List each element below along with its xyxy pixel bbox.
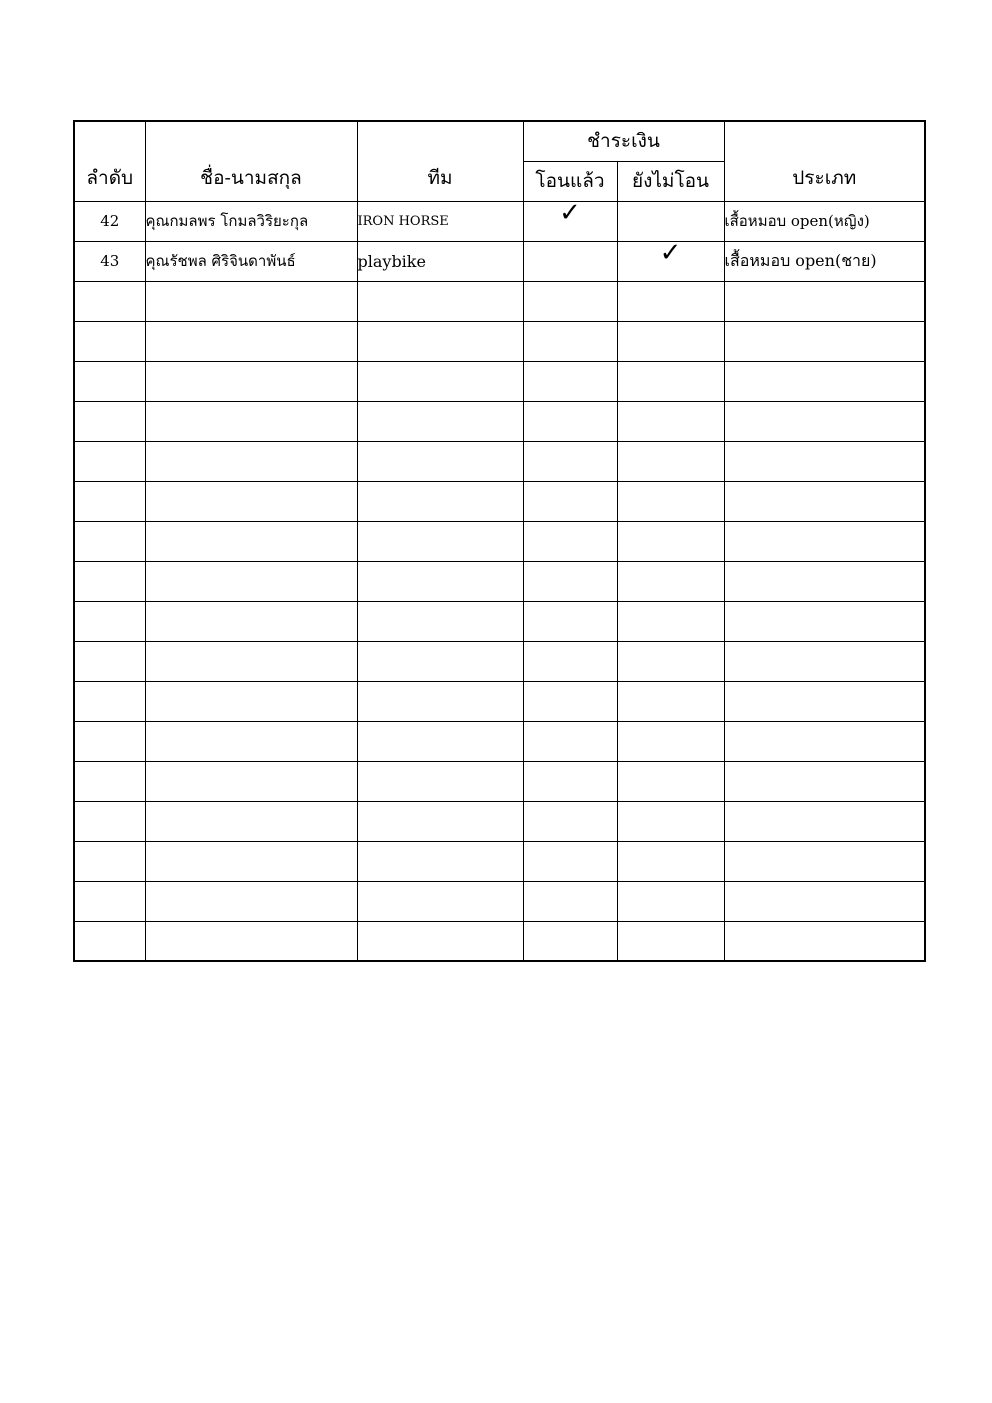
- row-category: [724, 721, 925, 761]
- empty-table-row: [74, 801, 925, 841]
- row-name: [145, 801, 357, 841]
- header-name: ชื่อ-นามสกุล: [145, 121, 357, 201]
- row-paid-check: [523, 921, 617, 961]
- empty-table-row: [74, 921, 925, 961]
- registration-table: [73, 120, 926, 962]
- row-category: [724, 401, 925, 441]
- row-name: [145, 401, 357, 441]
- row-team: [357, 361, 523, 401]
- row-category: [724, 601, 925, 641]
- header-unpaid: ยังไม่โอน: [617, 161, 724, 201]
- row-team: [357, 601, 523, 641]
- header-paid: โอนแล้ว: [523, 161, 617, 201]
- row-name: [145, 601, 357, 641]
- checkmark-icon: ✓: [659, 238, 682, 268]
- empty-table-row: [74, 841, 925, 881]
- row-order: [74, 601, 145, 641]
- row-unpaid-check: [617, 521, 724, 561]
- row-category: [724, 681, 925, 721]
- row-paid-check: [523, 198, 617, 241]
- header-payment: ชำระเงิน: [523, 121, 724, 161]
- row-unpaid-check: [617, 641, 724, 681]
- row-team: [357, 321, 523, 361]
- row-paid-check: [523, 641, 617, 681]
- checkmark-icon: ✓: [559, 198, 581, 228]
- row-unpaid-check: [617, 481, 724, 521]
- row-order: [74, 561, 145, 601]
- row-paid-check: [523, 841, 617, 881]
- row-category: [724, 321, 925, 361]
- row-name: [145, 881, 357, 921]
- row-unpaid-check: [617, 881, 724, 921]
- row-order: [74, 481, 145, 521]
- row-name: [145, 681, 357, 721]
- row-paid-check: [523, 481, 617, 521]
- row-order: [74, 321, 145, 361]
- row-name: [145, 441, 357, 481]
- row-team: [357, 841, 523, 881]
- row-order: 42: [74, 201, 145, 241]
- row-name: [145, 561, 357, 601]
- row-category: [724, 761, 925, 801]
- empty-table-row: [74, 441, 925, 481]
- row-unpaid-check: [617, 801, 724, 841]
- row-order: [74, 521, 145, 561]
- row-paid-check: [523, 761, 617, 801]
- row-category: [724, 841, 925, 881]
- row-order: [74, 641, 145, 681]
- table-row: [74, 241, 925, 281]
- row-team: playbike: [357, 241, 523, 281]
- header-team: ทีม: [357, 121, 523, 201]
- row-paid-check: [523, 881, 617, 921]
- row-order: [74, 361, 145, 401]
- row-team: [357, 921, 523, 961]
- row-order: [74, 841, 145, 881]
- row-team: [357, 721, 523, 761]
- row-team: [357, 281, 523, 321]
- empty-table-row: [74, 561, 925, 601]
- row-unpaid-check: [617, 561, 724, 601]
- header-row-top: [74, 121, 925, 161]
- row-order: [74, 441, 145, 481]
- row-paid-check: [523, 521, 617, 561]
- row-paid-check: [523, 361, 617, 401]
- row-paid-check: [523, 241, 617, 281]
- row-name: [145, 641, 357, 681]
- row-name: [145, 321, 357, 361]
- row-paid-check: [523, 281, 617, 321]
- row-unpaid-check: [617, 238, 724, 281]
- empty-table-row: [74, 641, 925, 681]
- row-unpaid-check: [617, 681, 724, 721]
- row-order: [74, 681, 145, 721]
- empty-table-row: [74, 721, 925, 761]
- row-category: [724, 481, 925, 521]
- row-category: [724, 881, 925, 921]
- row-order: [74, 881, 145, 921]
- row-team: [357, 441, 523, 481]
- row-paid-check: [523, 321, 617, 361]
- row-name: [145, 921, 357, 961]
- row-team: [357, 881, 523, 921]
- empty-table-row: [74, 521, 925, 561]
- row-order: [74, 801, 145, 841]
- row-unpaid-check: [617, 321, 724, 361]
- row-unpaid-check: [617, 841, 724, 881]
- row-name: [145, 521, 357, 561]
- row-unpaid-check: [617, 361, 724, 401]
- empty-table-row: [74, 401, 925, 441]
- row-category: เสื้อหมอบ open(หญิง): [724, 201, 925, 241]
- row-name: [145, 281, 357, 321]
- row-team: [357, 561, 523, 601]
- row-order: [74, 921, 145, 961]
- empty-table-row: [74, 761, 925, 801]
- row-order: [74, 401, 145, 441]
- row-category: [724, 521, 925, 561]
- row-team: [357, 401, 523, 441]
- row-category: เสื้อหมอบ open(ชาย): [724, 241, 925, 281]
- row-team: [357, 521, 523, 561]
- empty-table-row: [74, 881, 925, 921]
- row-category: [724, 801, 925, 841]
- row-team: [357, 641, 523, 681]
- header-order: ลำดับ: [74, 121, 145, 201]
- row-name: คุณกมลพร โกมลวิริยะกุล: [145, 201, 357, 241]
- row-unpaid-check: [617, 921, 724, 961]
- row-unpaid-check: [617, 721, 724, 761]
- row-unpaid-check: [617, 761, 724, 801]
- row-name: [145, 841, 357, 881]
- empty-table-row: [74, 281, 925, 321]
- row-name: [145, 481, 357, 521]
- table-row: [74, 201, 925, 241]
- row-unpaid-check: [617, 281, 724, 321]
- row-paid-check: [523, 681, 617, 721]
- row-paid-check: [523, 801, 617, 841]
- row-team: [357, 761, 523, 801]
- row-unpaid-check: [617, 601, 724, 641]
- row-order: 43: [74, 241, 145, 281]
- row-unpaid-check: [617, 401, 724, 441]
- table-body: [74, 198, 925, 961]
- row-unpaid-check: [617, 201, 724, 241]
- empty-table-row: [74, 481, 925, 521]
- row-paid-check: [523, 721, 617, 761]
- empty-table-row: [74, 361, 925, 401]
- row-paid-check: [523, 561, 617, 601]
- row-category: [724, 641, 925, 681]
- row-category: [724, 921, 925, 961]
- header-category: ประเภท: [724, 121, 925, 201]
- row-category: [724, 561, 925, 601]
- row-team: [357, 681, 523, 721]
- row-category: [724, 441, 925, 481]
- row-paid-check: [523, 601, 617, 641]
- row-name: [145, 721, 357, 761]
- row-order: [74, 281, 145, 321]
- empty-table-row: [74, 681, 925, 721]
- row-unpaid-check: [617, 441, 724, 481]
- row-name: คุณรัชพล ศิริจินดาพันธ์: [145, 241, 357, 281]
- row-team: [357, 481, 523, 521]
- empty-table-row: [74, 601, 925, 641]
- row-category: [724, 281, 925, 321]
- row-team: IRON HORSE: [357, 201, 523, 241]
- row-order: [74, 761, 145, 801]
- row-paid-check: [523, 401, 617, 441]
- row-paid-check: [523, 441, 617, 481]
- row-order: [74, 721, 145, 761]
- row-category: [724, 361, 925, 401]
- row-name: [145, 761, 357, 801]
- row-team: [357, 801, 523, 841]
- empty-table-row: [74, 321, 925, 361]
- row-name: [145, 361, 357, 401]
